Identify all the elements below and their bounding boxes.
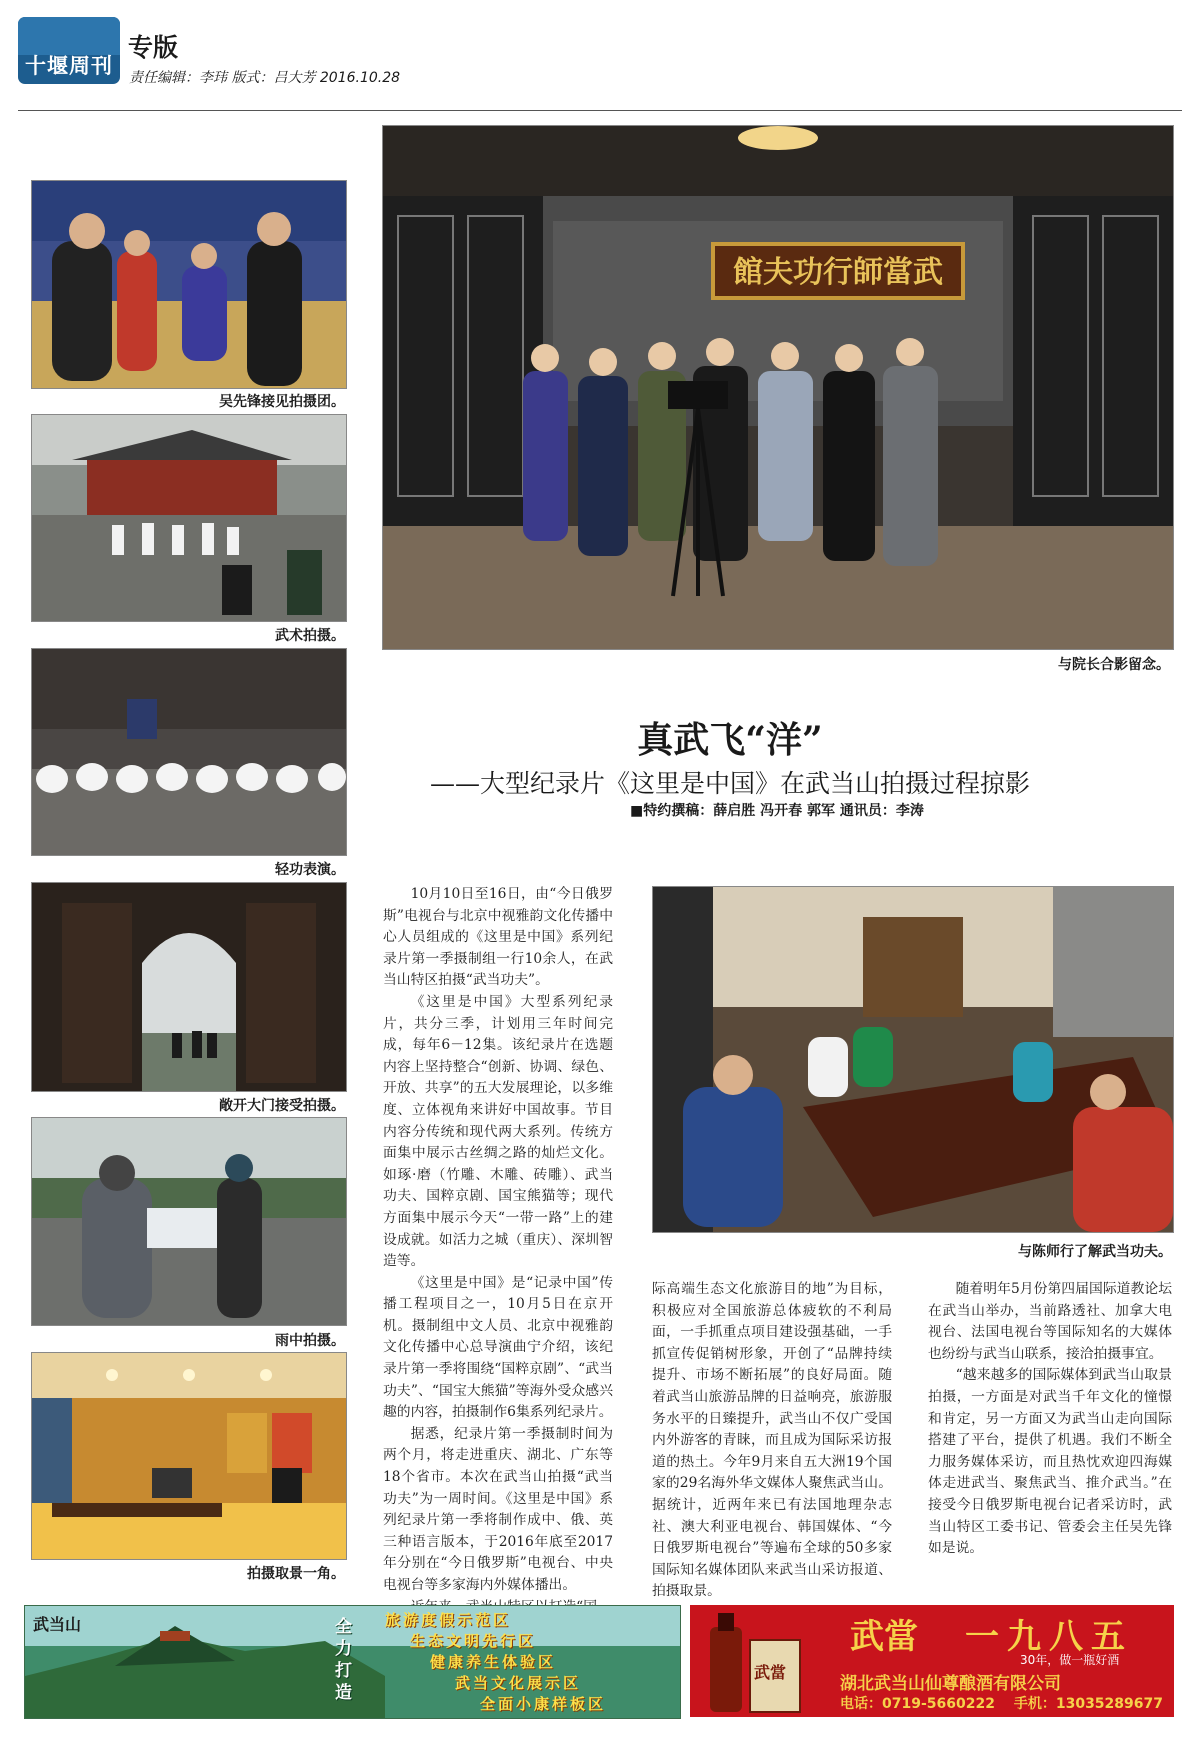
ad-line: 全面小康样板区 — [480, 1695, 607, 1713]
main-photo-group — [382, 125, 1174, 650]
ad-phone: 0719-5660222 — [882, 1696, 995, 1712]
section-title: 专版 — [128, 33, 179, 62]
caption-martial-arts: 武术拍摄。 — [275, 628, 345, 644]
article-byline: ■特约撰稿：薛启胜 冯开春 郭军 通讯员：李涛 — [630, 803, 924, 819]
ad-brand: 武當 — [850, 1617, 918, 1657]
ad-line: 旅游度假示范区 — [385, 1611, 512, 1629]
ad-line: 武当文化展示区 — [455, 1674, 582, 1692]
caption-qinggong: 轻功表演。 — [275, 862, 345, 878]
photo-rain — [31, 1117, 347, 1326]
paragraph: 据悉，纪录片第一季摄制时间为两个月，将走进重庆、湖北、广东等18个省市。本次在武当山拍摄“武当功夫”为一周时间。《这里是中国》系列纪录片第一季将制作成中、俄、英三种语言版本，于2016年底至2017年分别在“今日俄罗斯”电视台、中央电视台等多家海内外媒体播出。 — [383, 1425, 613, 1593]
article-title: 真武飞“洋” — [637, 719, 823, 761]
ad-line: 健康养生体验区 — [430, 1653, 557, 1671]
paragraph: 随着明年5月份第四届国际道教论坛在武当山举办，当前路透社、加拿大电视台、法国电视台等国际知名的大媒体也纷纷与武当山联系，接洽拍摄事宜。 — [928, 1281, 1172, 1362]
photo-qinggong — [31, 648, 347, 856]
caption-open-gate: 敞开大门接受拍摄。 — [219, 1098, 345, 1114]
paragraph: 10月10日至16日，由“今日俄罗斯”电视台与北京中视雅韵文化传播中心人员组成的《这里是中国》系列纪录片第一季摄制组一行10余人，在武当山特区拍摄“武当功夫”。 — [383, 886, 613, 989]
ad-logo: 武当山 — [33, 1615, 82, 1634]
article-subtitle: ——大型纪录片《这里是中国》在武当山拍摄过程掠影 — [429, 769, 1030, 798]
caption-tea-meeting: 与陈师行了解武当功夫。 — [1018, 1244, 1172, 1260]
masthead-name: 十堰周刊 — [25, 53, 113, 78]
photo-open-gate — [31, 882, 347, 1092]
main-photo-caption: 与院长合影留念。 — [1058, 657, 1170, 673]
ad-tagline: 30年，做一瓶好酒 — [1020, 1653, 1120, 1667]
header-divider — [18, 110, 1182, 111]
paragraph: 《这里是中国》是“记录中国”传播工程项目之一，10月5日在京开机。摄制组中文人员、北京中视雅韵文化传播中心总导演曲宁介绍，该纪录片第一季将围绕“国粹京剧”、“武当功夫”、“国宝大熊猫”等海外受众感兴趣的内容，拍摄制作6集系列纪录片。 — [383, 1274, 613, 1421]
ad-contact — [840, 1693, 1163, 1713]
ad-line: 生态文明先行区 — [410, 1632, 537, 1650]
caption-meeting: 吴先锋接见拍摄团。 — [219, 394, 345, 410]
photo-martial-arts — [31, 414, 347, 622]
article-col-2 — [652, 1279, 892, 1603]
ad-phone-label: 电话： — [840, 1696, 882, 1712]
article-col-3 — [928, 1279, 1172, 1560]
ad-tourism-banner — [24, 1605, 681, 1719]
masthead-logo — [18, 17, 120, 84]
paragraph: “越来越多的国际媒体到武当山取景拍摄，一方面是对武当千年文化的憧憬和肯定，另一方面又为武当山走向国际搭建了平台，提供了机遇。我们不断全力服务媒体采访，而且热忱欢迎四海媒体走进武当、聚焦武当、推介武当。”在接受今日俄罗斯电视台记者采访时，武当山特区工委书记、管委会主任吴先锋如是说。 — [928, 1367, 1172, 1557]
photo-tea-meeting — [652, 886, 1174, 1233]
ad-mobile: 13035289677 — [1055, 1696, 1163, 1712]
ad-liquor-banner — [690, 1605, 1174, 1717]
caption-rain: 雨中拍摄。 — [275, 1333, 345, 1349]
caption-scene-corner: 拍摄取景一角。 — [247, 1566, 345, 1582]
ad-slogan: 全力打造 — [335, 1617, 352, 1703]
ad-bottle-label: 武當 — [754, 1663, 787, 1682]
paragraph: 《这里是中国》大型系列纪录片，共分三季，计划用三年时间完成，每年6－12集。该纪录片在选题内容上坚持整合“创新、协调、绿色、开放、共享”的五大发展理论，以多维度、立体视角来讲好中国故事。节目内容分传统和现代两大系列。传统方面集中展示古丝绸之路的灿烂文化。如琢·磨（竹雕、木雕、砖雕）、武当功夫、国粹京剧、国宝熊猫等；现代方面集中展示今天“一带一路”上的建设成就。如活力之城（重庆）、深圳智造等。 — [383, 993, 613, 1270]
ad-product: 一九八五 — [965, 1617, 1133, 1657]
ad-mobile-label: 手机： — [1013, 1696, 1056, 1712]
editor-line: 责任编辑：李玮 版式：吕大芳 2016.10.28 — [129, 70, 401, 86]
photo-scene-corner — [31, 1352, 347, 1560]
plaque-text: 館夫功行師當武 — [733, 255, 943, 290]
ad-company: 湖北武当山仙尊酿酒有限公司 — [840, 1674, 1061, 1694]
paragraph: 际高端生态文化旅游目的地”为目标，积极应对全国旅游总体疲软的不利局面，一手抓重点项目建设强基础，一手抓宣传促销树形象，开创了“品牌持续提升、市场不断拓展”的良好局面。随着武当山旅游品牌的日益响亮，旅游服务水平的日臻提升，武当山不仅广受国内外游客的青睐，而且成为国际采访报道的热土。今年9月来自五大洲19个国家的29名海外华文媒体人聚焦武当山。据统计，近两年来已有法国地理杂志社、澳大利亚电视台、韩国媒体、“今日俄罗斯电视台”等遍布全球的50多家国际知名媒体团队来武当山采访报道、拍摄取景。 — [652, 1281, 892, 1600]
article-col-1 — [383, 884, 613, 1618]
photo-meeting — [31, 180, 347, 389]
